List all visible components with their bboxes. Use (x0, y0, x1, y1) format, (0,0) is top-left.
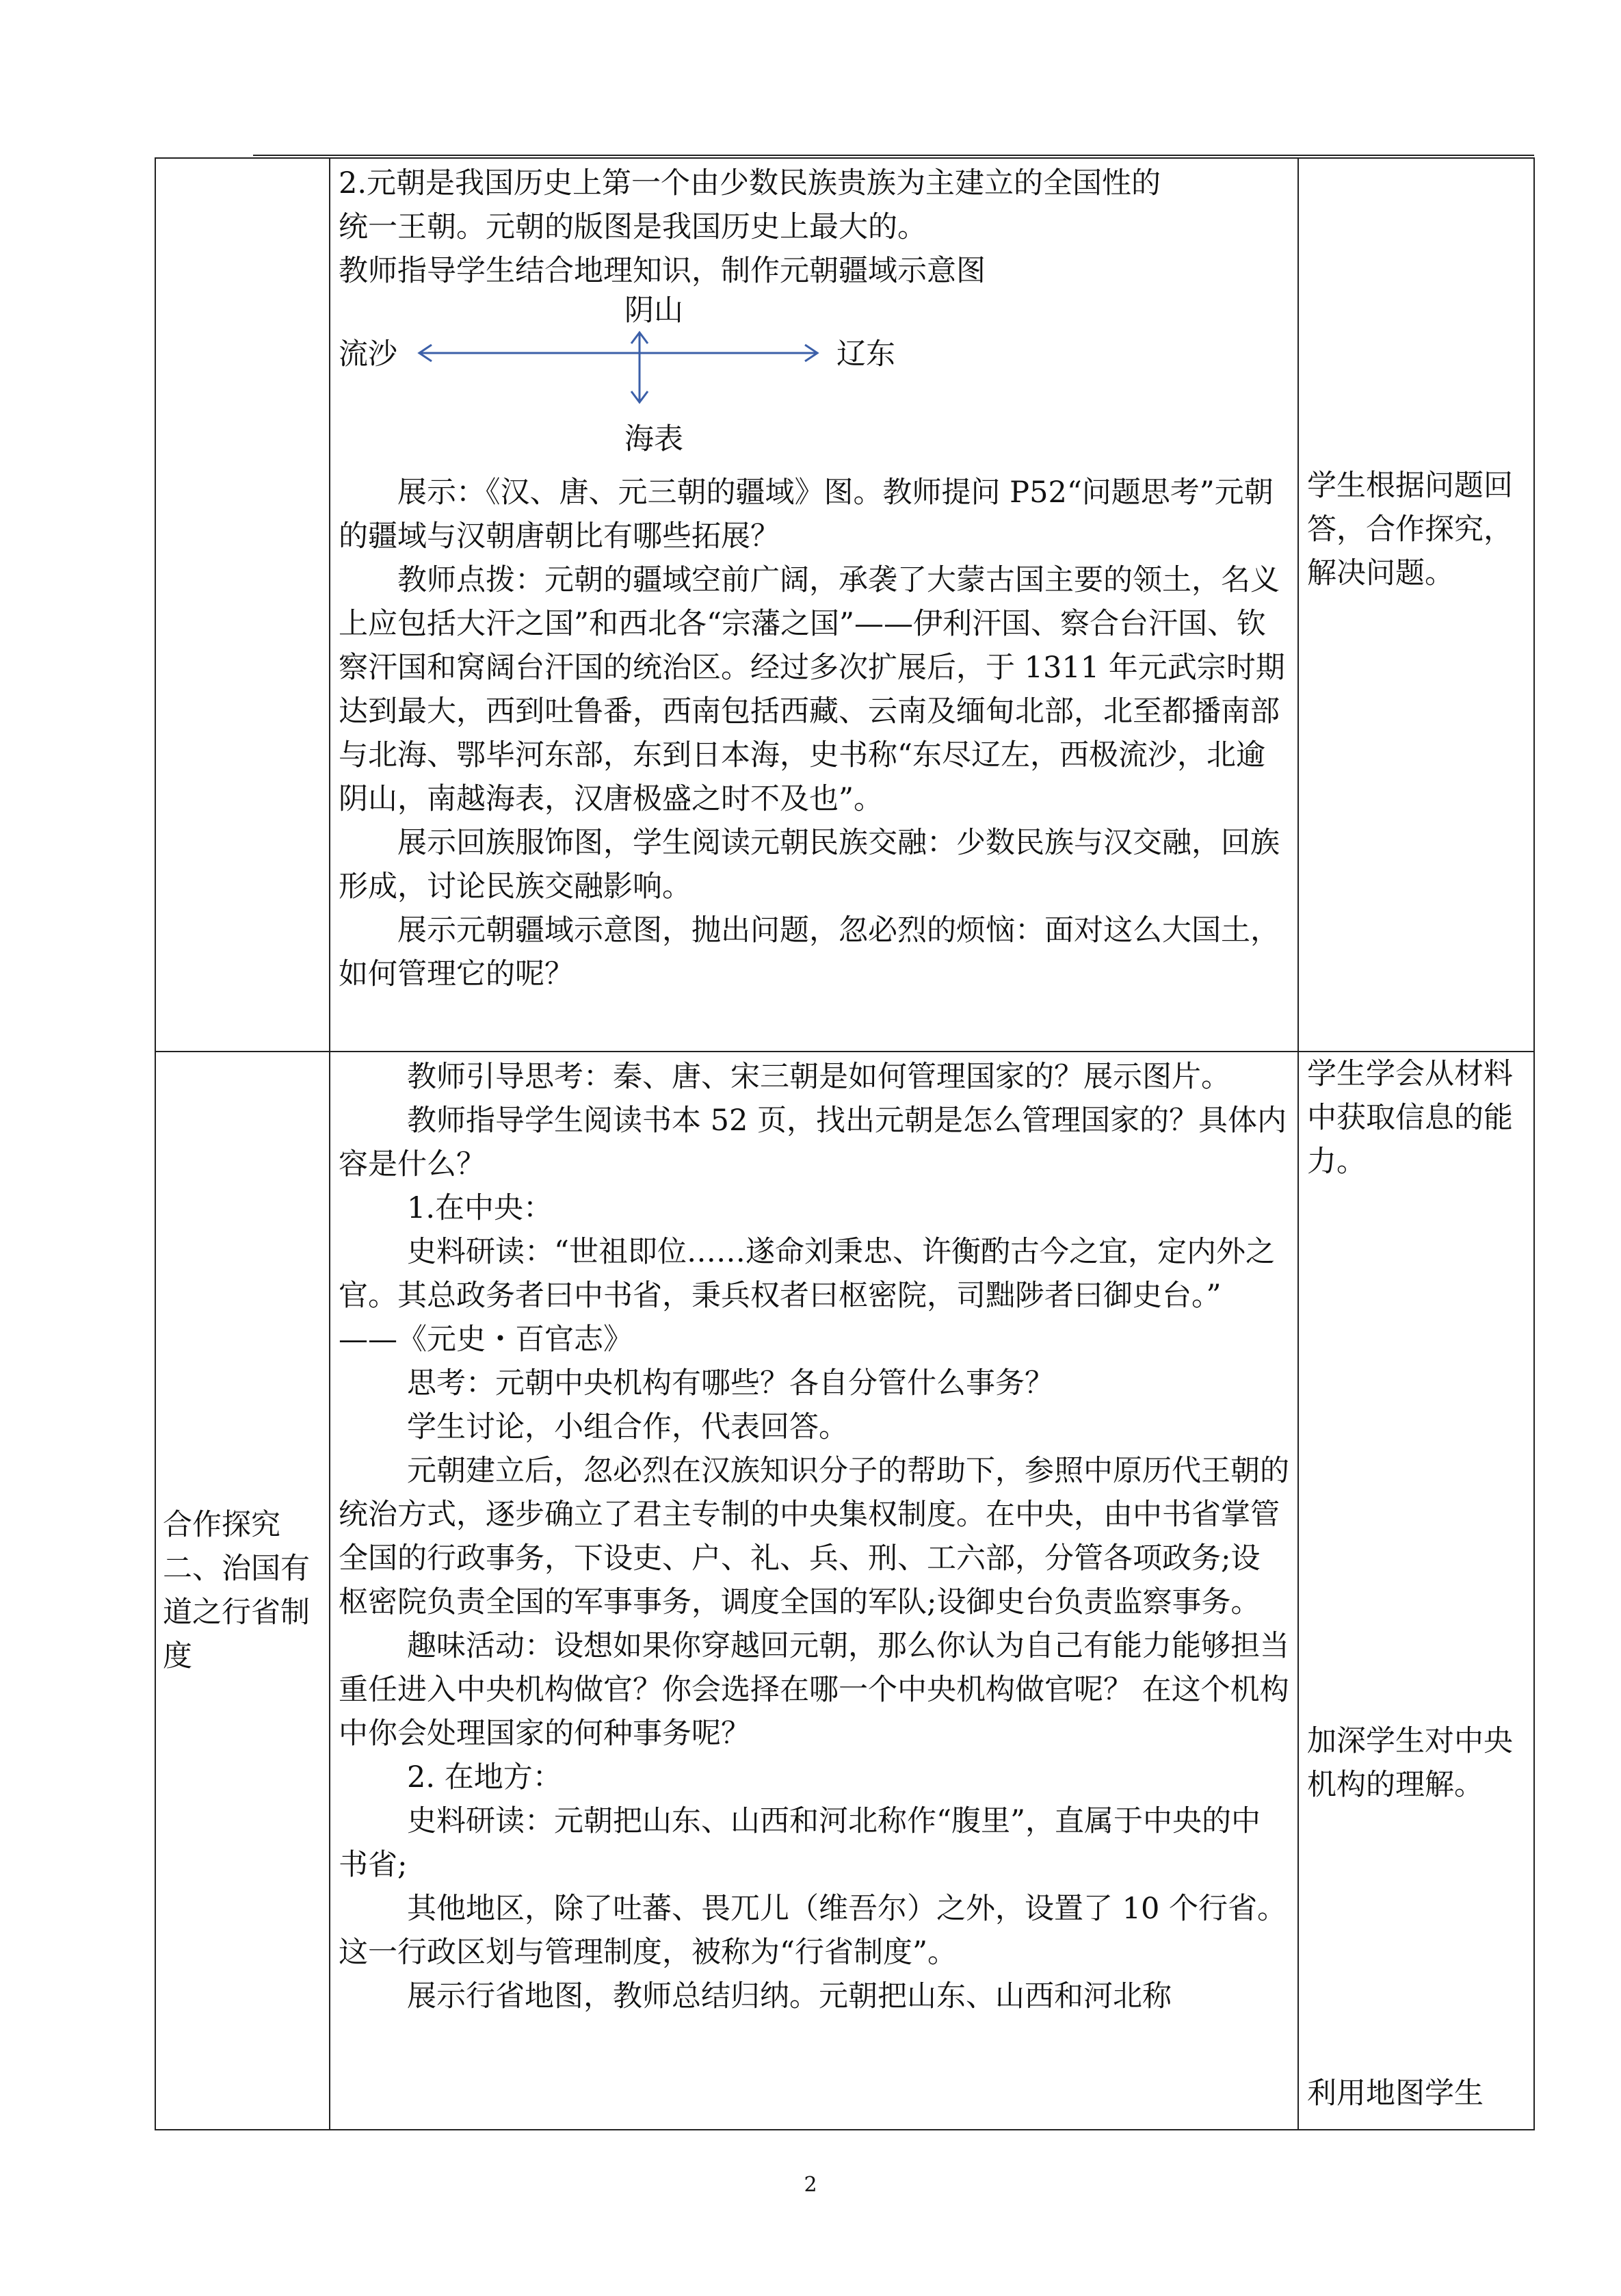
content-paragraph: 教师点拨：元朝的疆域空前广阔，承袭了大蒙古国主要的领土，名义上应包括大汗之国”和西北各“宗藩之国”——伊利汗国、察合台汗国、钦察汗国和窝阔台汗国的统治区。经过多次扩展后，于 1311 年元武宗时期达到最大，西到吐鲁番，西南包括西藏、云南及缅甸北部，北至都播南部与北海、鄂毕河东部，东到日本海，史书称“东尽辽左，西极流沙，北逾阴山，南越海表，汉唐极盛之时不及也”。 (339, 563, 1285, 816)
intro-line: 2.元朝是我国历史上第一个由少数民族贵族为主建立的全国性的 (339, 166, 1161, 200)
content-paragraph: 展示：《汉、唐、元三朝的疆域》图。教师提问 P52“问题思考”元朝的疆域与汉朝唐朝比有哪些拓展？ (339, 475, 1274, 553)
content-paragraph: 学生讨论，小组合作，代表回答。 (407, 1410, 848, 1444)
content-paragraph: 史料研读：元朝把山东、山西和河北称作“腹里”，直属于中央的中书省; (339, 1804, 1261, 1882)
content-paragraph: 教师指导学生阅读书本 52 页，找出元朝是怎么管理国家的？具体内容是什么？ (339, 1104, 1287, 1182)
note-cell (1298, 1052, 1534, 2130)
note-text: 利用地图学生 (1307, 2076, 1484, 2111)
content-paragraph: 展示行省地图，教师总结归纳。元朝把山东、山西和河北称 (407, 1979, 1172, 2013)
page-number: 2 (804, 2173, 817, 2197)
territory-diagram (339, 293, 1289, 471)
content-heading: 1.在中央： (407, 1191, 553, 1225)
stage-cell (155, 158, 330, 1052)
content-cell (330, 1052, 1298, 2130)
note-text: 加深学生对中央机构的理解。 (1307, 1724, 1513, 1802)
content-paragraph: 其他地区，除了吐蕃、畏兀儿（维吾尔）之外，设置了 10 个行省。这一行政区划与管理制度，被称为“行省制度”。 (339, 1892, 1287, 1970)
content-paragraph: 趣味活动：设想如果你穿越回元朝，那么你认为自己有能力能够担当重任进入中央机构做官？你会选择在哪一个中央机构做官呢？ 在这个机构中你会处理国家的何种事务呢？ (339, 1629, 1289, 1751)
note-text: 学生学会从材料中获取信息的能力。 (1307, 1057, 1513, 1179)
content-paragraph: 元朝建立后，忽必烈在汉族知识分子的帮助下，参照中原历代王朝的统治方式，逐步确立了君主专制的中央集权制度。在中央，由中书省掌管全国的行政事务，下设吏、户、礼、兵、刑、工六部，分管各项政务;设枢密院负责全国的军事事务，调度全国的军队;设御史台负责监察事务。 (339, 1454, 1289, 1619)
content-cell (330, 158, 1298, 1052)
stage-title: 合作探究二、治国有道之行省制度 (163, 1508, 310, 1673)
direction-arrows (339, 293, 858, 430)
lesson-plan-table (155, 157, 1535, 2130)
diagram-east-label: 辽东 (836, 337, 895, 371)
diagram-north-label: 阴山 (624, 293, 683, 328)
content-paragraph: 思考：元朝中央机构有哪些？各自分管什么事务？ (407, 1366, 1054, 1400)
diagram-south-label: 海表 (624, 422, 683, 456)
diagram-west-label: 流沙 (339, 337, 397, 371)
content-paragraph: 教师引导思考：秦、唐、宋三朝是如何管理国家的？展示图片。 (407, 1060, 1230, 1094)
table-row (155, 1052, 1534, 2130)
content-paragraph: 展示回族服饰图，学生阅读元朝民族交融：少数民族与汉交融，回族形成，讨论民族交融影响。 (339, 826, 1280, 904)
table-row (155, 158, 1534, 1052)
note-cell (1298, 158, 1534, 1052)
content-paragraph: 史料研读：“世祖即位……遂命刘秉忠、许衡酌古今之宜，定内外之官。其总政务者曰中书省，秉兵权者曰枢密院，司黜陟者曰御史台。” ——《元史・百官志》 (339, 1235, 1280, 1357)
stage-cell (155, 1052, 330, 2130)
header-rule (253, 155, 1534, 156)
note-text: 学生根据问题回答，合作探究，解决问题。 (1307, 469, 1513, 590)
content-paragraph: 展示元朝疆域示意图，抛出问题，忽必烈的烦恼：面对这么大国土，如何管理它的呢？ (339, 913, 1280, 991)
intro-line: 教师指导学生结合地理知识，制作元朝疆域示意图 (339, 254, 986, 288)
intro-line: 统一王朝。元朝的版图是我国历史上最大的。 (339, 210, 927, 244)
content-heading: 2. 在地方： (407, 1760, 562, 1795)
